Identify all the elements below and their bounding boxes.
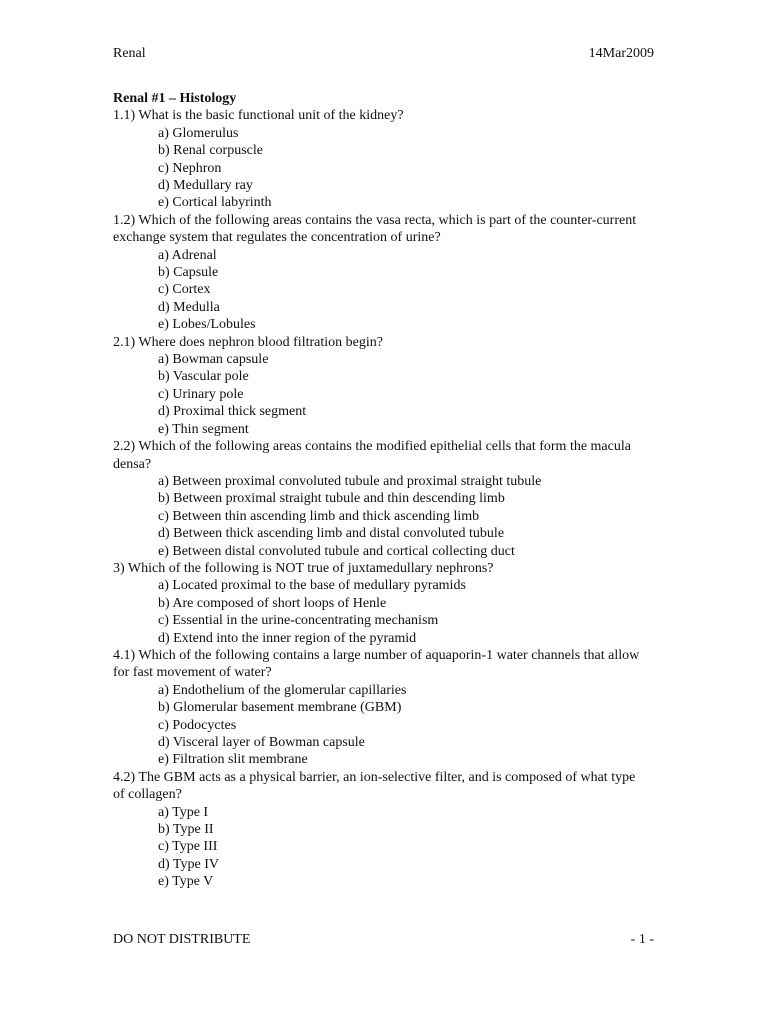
- answer-option: b) Are composed of short loops of Henle: [158, 595, 387, 611]
- answer-option: d) Visceral layer of Bowman capsule: [158, 735, 365, 751]
- answer-option: c) Podocyctes: [158, 717, 237, 733]
- answer-option: c) Between thin ascending limb and thick ascending limb: [158, 508, 480, 524]
- question-text: 3) Which of the following is NOT true of juxtamedullary nephrons?: [113, 560, 494, 576]
- answer-option: a) Bowman capsule: [158, 352, 269, 368]
- answer-option: d) Proximal thick segment: [158, 404, 307, 420]
- question-text: 4.1) Which of the following contains a large number of aquaporin-1 water channels that allow for fast movement of water?: [113, 647, 640, 681]
- page-header: [113, 45, 655, 63]
- section-title: Renal #1 – Histology: [113, 91, 237, 106]
- answer-option: b) Vascular pole: [158, 369, 249, 385]
- document-body: [113, 90, 643, 891]
- answer-option: d) Between thick ascending limb and distal convoluted tubule: [158, 526, 505, 542]
- page-number: - 1 -: [630, 932, 654, 947]
- answer-option: c) Type III: [158, 839, 218, 855]
- page-footer: [113, 931, 655, 949]
- answer-option: c) Essential in the urine-concentrating mechanism: [158, 613, 439, 629]
- answer-option: a) Between proximal convoluted tubule and proximal straight tubule: [158, 473, 542, 489]
- header-date: 14Mar2009: [588, 46, 654, 61]
- question-block: [113, 647, 643, 769]
- question-block: [113, 560, 643, 647]
- answer-option: e) Cortical labyrinth: [158, 195, 272, 211]
- question-block: [113, 107, 643, 211]
- answer-option: a) Endothelium of the glomerular capillaries: [158, 682, 407, 698]
- answer-option: b) Between proximal straight tubule and thin descending limb: [158, 491, 505, 507]
- question-text: 2.1) Where does nephron blood filtration begin?: [113, 334, 383, 350]
- answer-option: e) Lobes/Lobules: [158, 317, 256, 333]
- answer-option: a) Type I: [158, 804, 209, 820]
- answer-option: c) Urinary pole: [158, 386, 244, 402]
- answer-option: b) Glomerular basement membrane (GBM): [158, 700, 402, 716]
- answer-option: c) Cortex: [158, 282, 211, 298]
- answer-option: a) Glomerulus: [158, 125, 239, 141]
- answer-option: a) Located proximal to the base of medullary pyramids: [158, 578, 466, 594]
- answer-option: d) Extend into the inner region of the pyramid: [158, 630, 417, 646]
- answer-option: e) Thin segment: [158, 421, 249, 437]
- question-block: [113, 212, 643, 334]
- answer-option: b) Capsule: [158, 265, 219, 281]
- answer-option: d) Medulla: [158, 299, 220, 315]
- question-text: 2.2) Which of the following areas contains the modified epithelial cells that form the macula densa?: [113, 439, 631, 472]
- answer-option: d) Medullary ray: [158, 178, 253, 194]
- question-text: 4.2) The GBM acts as a physical barrier, an ion-selective filter, and is composed of what type of collagen?: [113, 769, 636, 803]
- answer-option: b) Type II: [158, 822, 214, 838]
- question-block: [113, 769, 643, 891]
- answer-option: e) Filtration slit membrane: [158, 752, 308, 768]
- question-block: [113, 334, 643, 438]
- answer-option: d) Type IV: [158, 856, 219, 872]
- answer-option: a) Adrenal: [158, 247, 217, 263]
- question-block: [113, 438, 643, 560]
- footer-notice: DO NOT DISTRIBUTE: [113, 932, 251, 947]
- question-text: 1.2) Which of the following areas contains the vasa recta, which is part of the counter-current exchange system that regulates the concentration of urine?: [113, 212, 637, 246]
- answer-option: c) Nephron: [158, 160, 222, 176]
- question-text: 1.1) What is the basic functional unit of the kidney?: [113, 108, 404, 124]
- answer-option: e) Type V: [158, 874, 214, 890]
- answer-option: b) Renal corpuscle: [158, 143, 263, 159]
- header-left-text: Renal: [113, 46, 146, 61]
- answer-option: e) Between distal convoluted tubule and cortical collecting duct: [158, 543, 515, 559]
